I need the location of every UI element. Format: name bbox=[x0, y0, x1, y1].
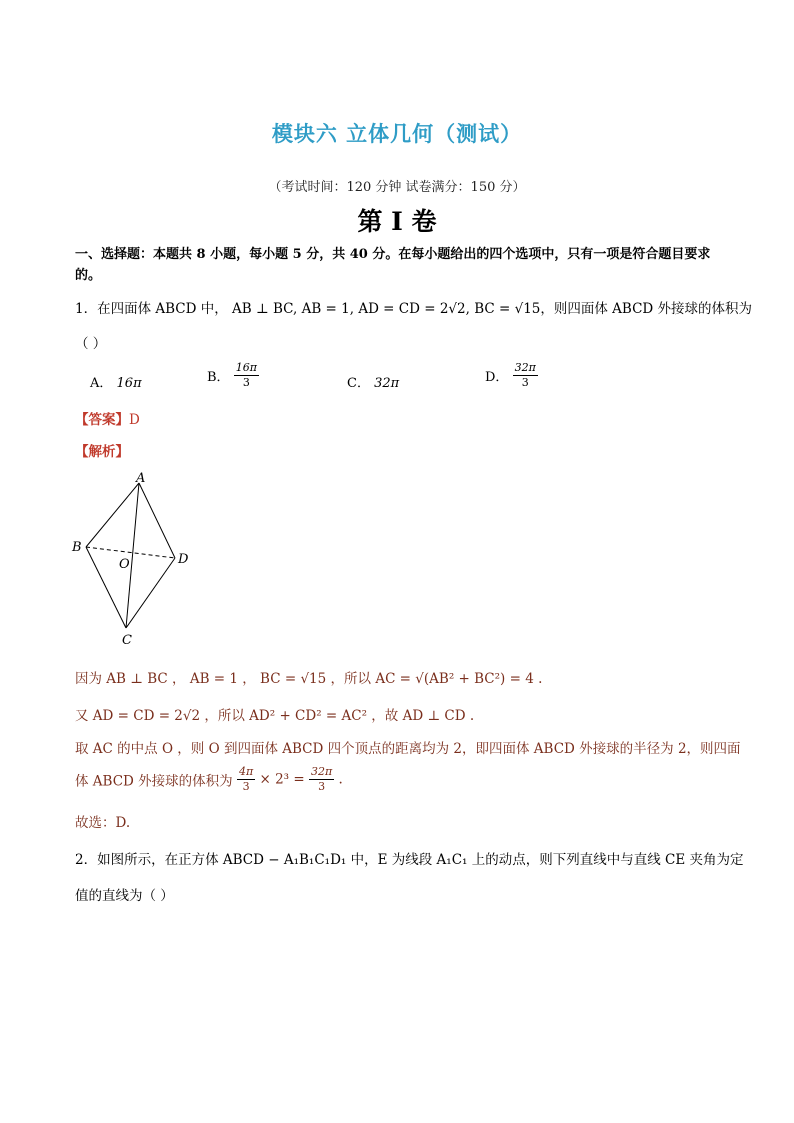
solution-fraction-1-den: 3 bbox=[242, 780, 250, 793]
vertex-label-d: D bbox=[178, 552, 189, 567]
edge-ac bbox=[126, 483, 139, 628]
vertex-label-c: C bbox=[122, 633, 132, 648]
option-d-denominator: 3 bbox=[521, 376, 529, 389]
option-c-value: 32π bbox=[374, 376, 400, 391]
center-label-o: O bbox=[119, 557, 130, 572]
solution-choice: 故选：D. bbox=[75, 815, 131, 831]
volume-heading: 第 I 卷 bbox=[357, 207, 437, 236]
option-b-denominator: 3 bbox=[242, 376, 250, 389]
solution-fraction-2 bbox=[309, 765, 334, 794]
answer-line bbox=[75, 408, 140, 428]
option-d-label: D． bbox=[485, 370, 509, 385]
solution-line-4-mid: × 2³ = bbox=[259, 771, 305, 788]
option-b-label: B． bbox=[207, 370, 230, 385]
option-c-label: C． bbox=[347, 376, 370, 391]
option-d bbox=[485, 361, 538, 390]
exam-info: （考试时间：120 分钟 试卷满分：150 分） bbox=[268, 180, 526, 195]
solution-line-3: 取 AC 的中点 O ，则 O 到四面体 ABCD 四个顶点的距离均为 2，即四面体 ABCD 外接球的半径为 2，则四面 bbox=[75, 741, 741, 757]
solution-fraction-2-den: 3 bbox=[318, 780, 326, 793]
edge-bd-hidden bbox=[86, 547, 175, 558]
edge-dc bbox=[126, 558, 175, 628]
question-2-line-1: 2．如图所示，在正方体 ABCD − A₁B₁C₁D₁ 中，E 为线段 A₁C₁ 上的动点，则下列直线中与直线 CE 夹角为定 bbox=[75, 852, 744, 868]
vertex-label-a: A bbox=[136, 471, 146, 486]
option-a-label: A． bbox=[90, 376, 113, 391]
answer-value: D bbox=[129, 412, 140, 428]
option-a-value: 16π bbox=[116, 376, 142, 391]
solution-line-4-end: . bbox=[338, 771, 343, 788]
tetrahedron-diagram bbox=[70, 470, 200, 650]
vertex-label-b: B bbox=[72, 540, 82, 555]
question-2-line-2: 值的直线为（ ） bbox=[75, 888, 174, 904]
option-b-numerator: 16π bbox=[235, 361, 257, 374]
solution-line-4 bbox=[75, 765, 343, 794]
solution-fraction-2-num: 32π bbox=[311, 765, 333, 778]
option-d-fraction bbox=[513, 361, 538, 390]
question-1-stem: 1．在四面体 ABCD 中， AB ⊥ BC, AB = 1, AD = CD = 2√2, BC = √15，则四面体 ABCD 外接球的体积为 bbox=[75, 301, 753, 317]
option-b-fraction bbox=[234, 361, 259, 390]
solution-line-1: 因为 AB ⊥ BC ， AB = 1 ， BC = √15 ，所以 AC = √(AB² + BC²) = 4 . bbox=[75, 671, 543, 687]
solution-fraction-1 bbox=[237, 765, 255, 794]
section-heading: 一、选择题：本题共 8 小题，每小题 5 分，共 40 分。在每小题给出的四个选项中，只有一项是符合题目要求的。 bbox=[75, 247, 711, 283]
option-d-numerator: 32π bbox=[514, 361, 536, 374]
question-1-paren: （ ） bbox=[75, 336, 107, 352]
answer-label: 【答案】 bbox=[75, 412, 129, 428]
solution-fraction-1-num: 4π bbox=[238, 765, 254, 778]
edge-ab bbox=[86, 483, 139, 547]
solution-line-4-text: 体 ABCD 外接球的体积为 bbox=[75, 773, 233, 790]
option-a bbox=[90, 372, 142, 391]
solution-line-2: 又 AD = CD = 2√2 ，所以 AD² + CD² = AC² ，故 AD ⊥ CD . bbox=[75, 708, 475, 724]
page-title: 模块六 立体几何（测试） bbox=[271, 122, 523, 146]
analysis-label: 【解析】 bbox=[75, 444, 129, 460]
option-c bbox=[347, 372, 399, 391]
option-b bbox=[207, 361, 259, 390]
edge-ad bbox=[139, 483, 175, 558]
